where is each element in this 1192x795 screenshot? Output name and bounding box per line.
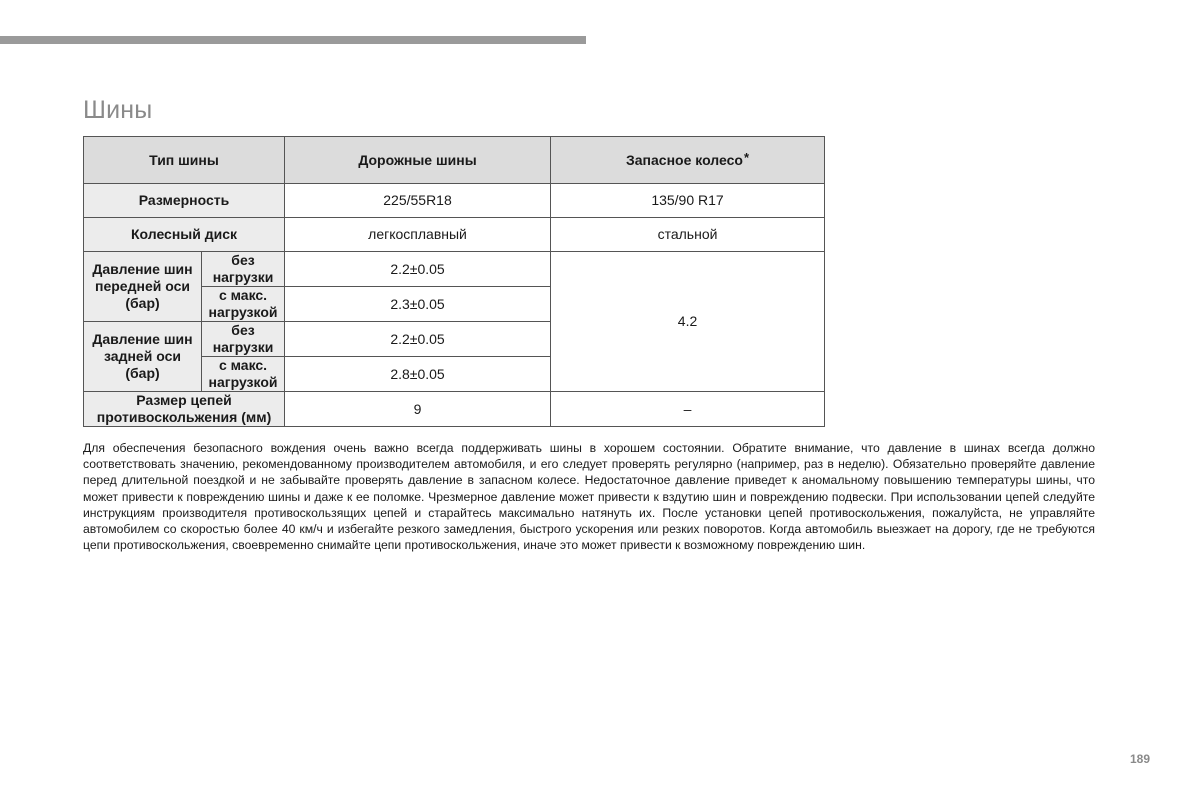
sublabel-front-max-load: с макс. нагрузкой	[202, 287, 285, 322]
table-row-rim	[84, 218, 825, 252]
cell-chains-spare: –	[551, 392, 825, 427]
header-spare-wheel-label: Запасное колесо	[626, 151, 743, 168]
cell-size-road: 225/55R18	[285, 184, 551, 218]
cell-size-spare: 135/90 R17	[551, 184, 825, 218]
cell-spare-pressure: 4.2	[551, 252, 825, 392]
header-spare-wheel	[551, 137, 825, 184]
tire-specs-table	[83, 136, 825, 427]
row-label-size: Размерность	[84, 184, 285, 218]
cell-front-no-load-road: 2.2±0.05	[285, 252, 551, 287]
safety-note-paragraph: Для обеспечения безопасного вождения очень важно всегда поддерживать шины в хорошем состоянии. Обратите внимание, что давление в шинах всегда должно соответствовать значению, рекомендованному производителем автомобиля, и его следует проверять регулярно (например, раз в неделю). Обязательно проверяйте давление перед длительной поездкой и не забывайте проверять давление в запасном колесе. Недостаточное давление приведет к аномальному повышению температуры шины, что может привести к повреждению шины и даже к ее поломке. Чрезмерное давление может привести к вздутию шин и повреждению подвески. При использовании цепей следуйте инструкциям производителя противоскользящих цепей и старайтесь максимально натянуть их. После установки цепей противоскольжения, пожалуйста, не управляйте автомобилем со скоростью более 40 км/ч и избегайте резкого замедления, быстрого ускорения или резких поворотов. Когда автомобиль выезжает на дорогу, где не требуются цепи противоскольжения, своевременно снимайте цепи противоскольжения, иначе это может привести к возможному повреждению шин.	[83, 441, 1095, 553]
sublabel-rear-max-load: с макс. нагрузкой	[202, 357, 285, 392]
footnote-asterisk: *	[743, 149, 750, 165]
row-label-rear-pressure: Давление шин задней оси (бар)	[84, 322, 202, 392]
cell-rim-road: легкосплавный	[285, 218, 551, 252]
row-label-chains: Размер цепей противоскольжения (мм)	[84, 392, 285, 427]
table-row-front-no-load	[84, 252, 825, 287]
cell-rear-max-load-road: 2.8±0.05	[285, 357, 551, 392]
row-label-rim: Колесный диск	[84, 218, 285, 252]
row-label-front-pressure: Давление шин передней оси (бар)	[84, 252, 202, 322]
cell-chains-road: 9	[285, 392, 551, 427]
cell-rim-spare: стальной	[551, 218, 825, 252]
cell-rear-no-load-road: 2.2±0.05	[285, 322, 551, 357]
page-title: Шины	[83, 96, 153, 124]
page-number: 189	[1129, 752, 1150, 766]
header-tire-type: Тип шины	[84, 137, 285, 184]
sublabel-front-no-load: без нагрузки	[202, 252, 285, 287]
header-road-tires: Дорожные шины	[285, 137, 551, 184]
table-header-row	[84, 137, 825, 184]
top-rule	[0, 36, 586, 44]
table-row-chains	[84, 392, 825, 427]
cell-front-max-load-road: 2.3±0.05	[285, 287, 551, 322]
table-row-size	[84, 184, 825, 218]
sublabel-rear-no-load: без нагрузки	[202, 322, 285, 357]
